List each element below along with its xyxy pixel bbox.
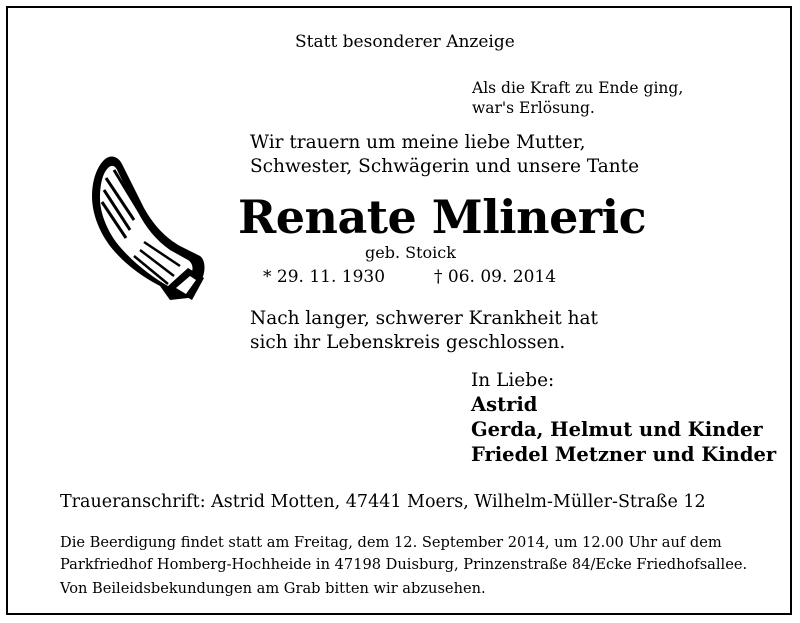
birth-date: * 29. 11. 1930	[263, 267, 386, 287]
cause-text	[250, 307, 598, 355]
intro-line-2: Schwester, Schwägerin und unsere Tante	[250, 156, 640, 177]
intro-text	[250, 131, 639, 179]
quote-line-2: war's Erlösung.	[472, 99, 595, 117]
maiden-name: geb. Stoick	[365, 243, 456, 262]
funeral-info	[60, 532, 778, 576]
cause-line-2: sich ihr Lebenskreis geschlossen.	[250, 332, 566, 353]
in-love-label: In Liebe:	[471, 370, 555, 391]
signatory-3: Friedel Metzner und Kinder	[471, 443, 777, 466]
mourning-address: Traueranschrift: Astrid Motten, 47441 Moers, Wilhelm-Müller-Straße 12	[60, 492, 706, 512]
signatory-1: Astrid	[471, 393, 538, 416]
cause-line-1: Nach langer, schwerer Krankheit hat	[250, 308, 598, 329]
notice-frame	[6, 6, 792, 615]
praying-hands-icon	[84, 146, 208, 302]
intro-line-1: Wir trauern um meine liebe Mutter,	[250, 132, 586, 153]
deceased-name: Renate Mlineric	[238, 190, 647, 244]
condolences-note: Von Beileidsbekundungen am Grab bitten wir abzusehen.	[60, 580, 486, 597]
signatory-2: Gerda, Helmut und Kinder	[471, 418, 763, 441]
quote	[472, 78, 683, 118]
funeral-line-1: Die Beerdigung findet statt am Freitag, dem 12. September 2014, um 12.00 Uhr auf dem	[60, 534, 722, 551]
death-date: † 06. 09. 2014	[434, 267, 557, 287]
quote-line-1: Als die Kraft zu Ende ging,	[472, 79, 684, 97]
notice-heading: Statt besonderer Anzeige	[295, 32, 515, 52]
funeral-line-2: Parkfriedhof Homberg-Hochheide in 47198 Duisburg, Prinzenstraße 84/Ecke Friedhofsallee.	[60, 556, 748, 573]
